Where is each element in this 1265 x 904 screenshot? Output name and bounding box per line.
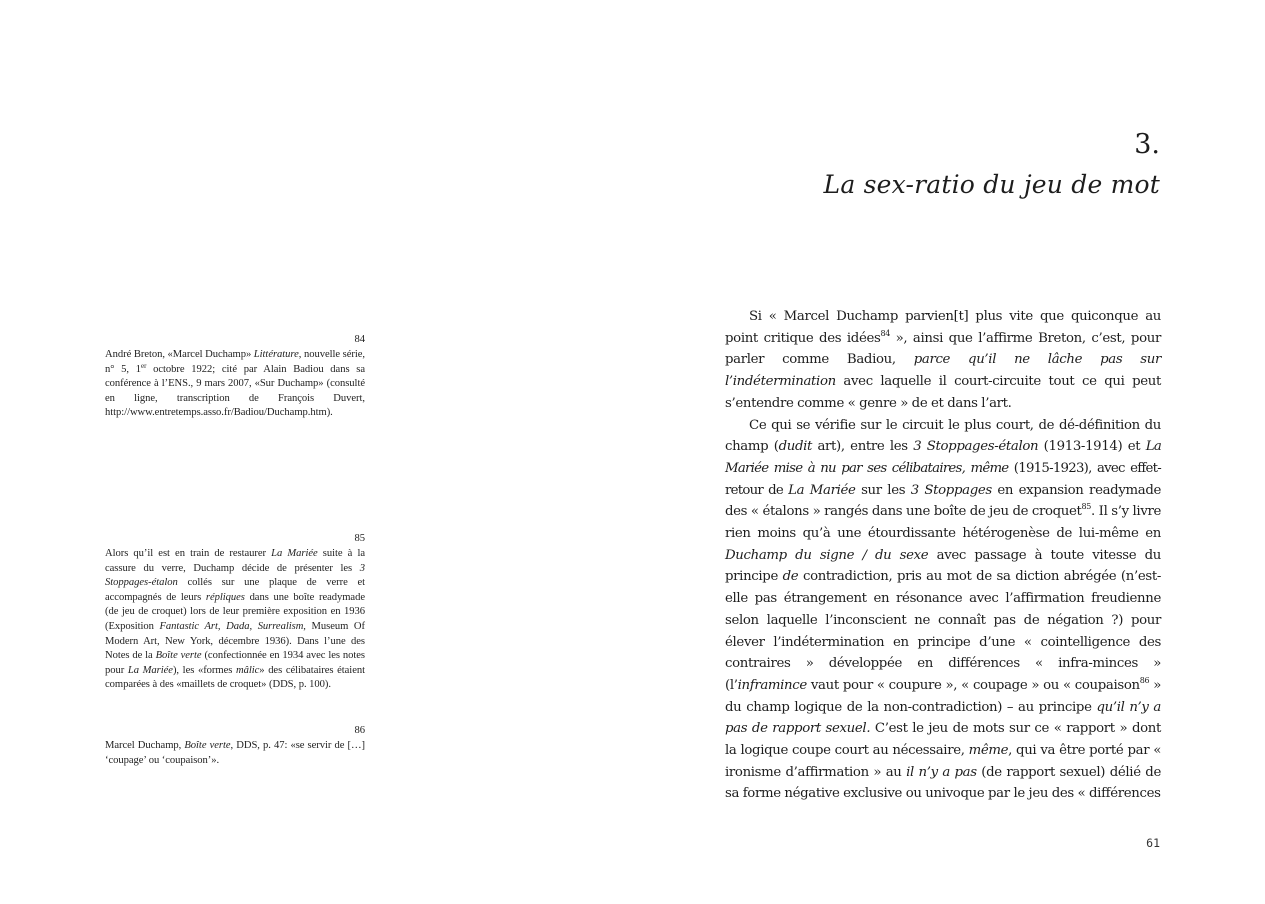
footnote-84 (105, 333, 365, 421)
chapter-title: La sex-ratio du jeu de mot (823, 170, 1160, 199)
body-text (725, 306, 1161, 805)
footnote-number: 85 (354, 533, 365, 544)
footnote-text: André Breton, «Marcel Duchamp» Littérature, nouvelle série, n° 5, 1er octobre 1922; cité par Alain Badiou dans sa conférence à l’ENS., 9 mars 2007, «Sur Duchamp» (consulté en ligne, transcription de François Duvert, http://www.entretemps.asso.fr/Badiou/Duchamp.htm). (105, 349, 365, 419)
page-number: 61 (1146, 836, 1160, 850)
footnote-86 (105, 724, 365, 768)
paragraph-2: Ce qui se vérifie sur le circuit le plus court, de dé-définition du champ (dudit art), entre les 3 Stoppages-étalon (1913-1914) et La Mariée mise à nu par ses célibataires, même (1915-1923), avec effet-retour de La Mariée sur les 3 Stoppages en expansion readymade des « étalons » rangés dans une boîte de jeu de croquet$^{85}$. Il s’y livre rien moins qu’à une étourdissante hétérogenèse de lui-même en Duchamp du signe / du sexe avec passage à toute vitesse du principe de contradiction, pris au mot de sa diction abrégée (n’est-elle pas étrangement en résonance avec l’affirmation freudienne selon laquelle l’inconscient ne connaît pas de négation ?) pour élever l’indétermination en principe d’une « cointelligence des contraires » développée en différences « infra-minces » (l’inframince vaut pour « coupure », « coupage » ou « coupaison$^{86}$ » du champ logique de la non-contradiction) – au principe qu’il n’y a pas de rapport sexuel. C’est le jeu de mots sur ce « rapport » dont la logique coupe court au nécessaire, même, qui va être porté par « ironisme d’affirmation » au il n’y a pas (de rapport sexuel) délié de sa forme négative exclusive ou univoque par le jeu des « différences (725, 417, 1162, 802)
footnote-text: Marcel Duchamp, Boîte verte, DDS, p. 47: «se servir de […] ‘coupage’ ou ‘coupaison’». (105, 740, 366, 766)
footnote-number: 84 (354, 334, 365, 345)
footnote-85 (105, 532, 365, 693)
footnote-number: 86 (354, 725, 365, 736)
footnote-ref-85[interactable]: 85 (1081, 502, 1092, 512)
footnote-ref-84[interactable]: 84 (880, 328, 890, 338)
paragraph-1: Si « Marcel Duchamp parvien[t] plus vite que quiconque au point critique des idées$^{84}$ », ainsi que l’affirme Breton, c’est, pour parler comme Badiou, parce qu’il ne lâche pas sur l’indétermination avec laquelle il court-circuite tout ce qui peut s’entendre comme « genre » de et dans l’art. (725, 309, 1161, 411)
footnote-text: Alors qu’il est en train de restaurer La Mariée suite à la cassure du verre, Duchamp décide de présenter les 3 Stoppages-étalon collés sur une plaque de verre et accompagnés de leurs répliques dans une boîte readymade (de jeu de croquet) lors de leur première exposition en 1936 (Exposition Fantastic Art, Dada, Surrealism, Museum Of Modern Art, New York, décembre 1936). Dans l’une des Notes de la Boîte verte (confectionnée en 1934 avec les notes pour La Mariée), les «formes mâlic» des célibataires étaient comparées à des «maillets de croquet» (DDS, p. 100). (105, 548, 366, 691)
footnote-ref-86[interactable]: 86 (1139, 675, 1150, 685)
chapter-number: 3. (1134, 129, 1160, 160)
